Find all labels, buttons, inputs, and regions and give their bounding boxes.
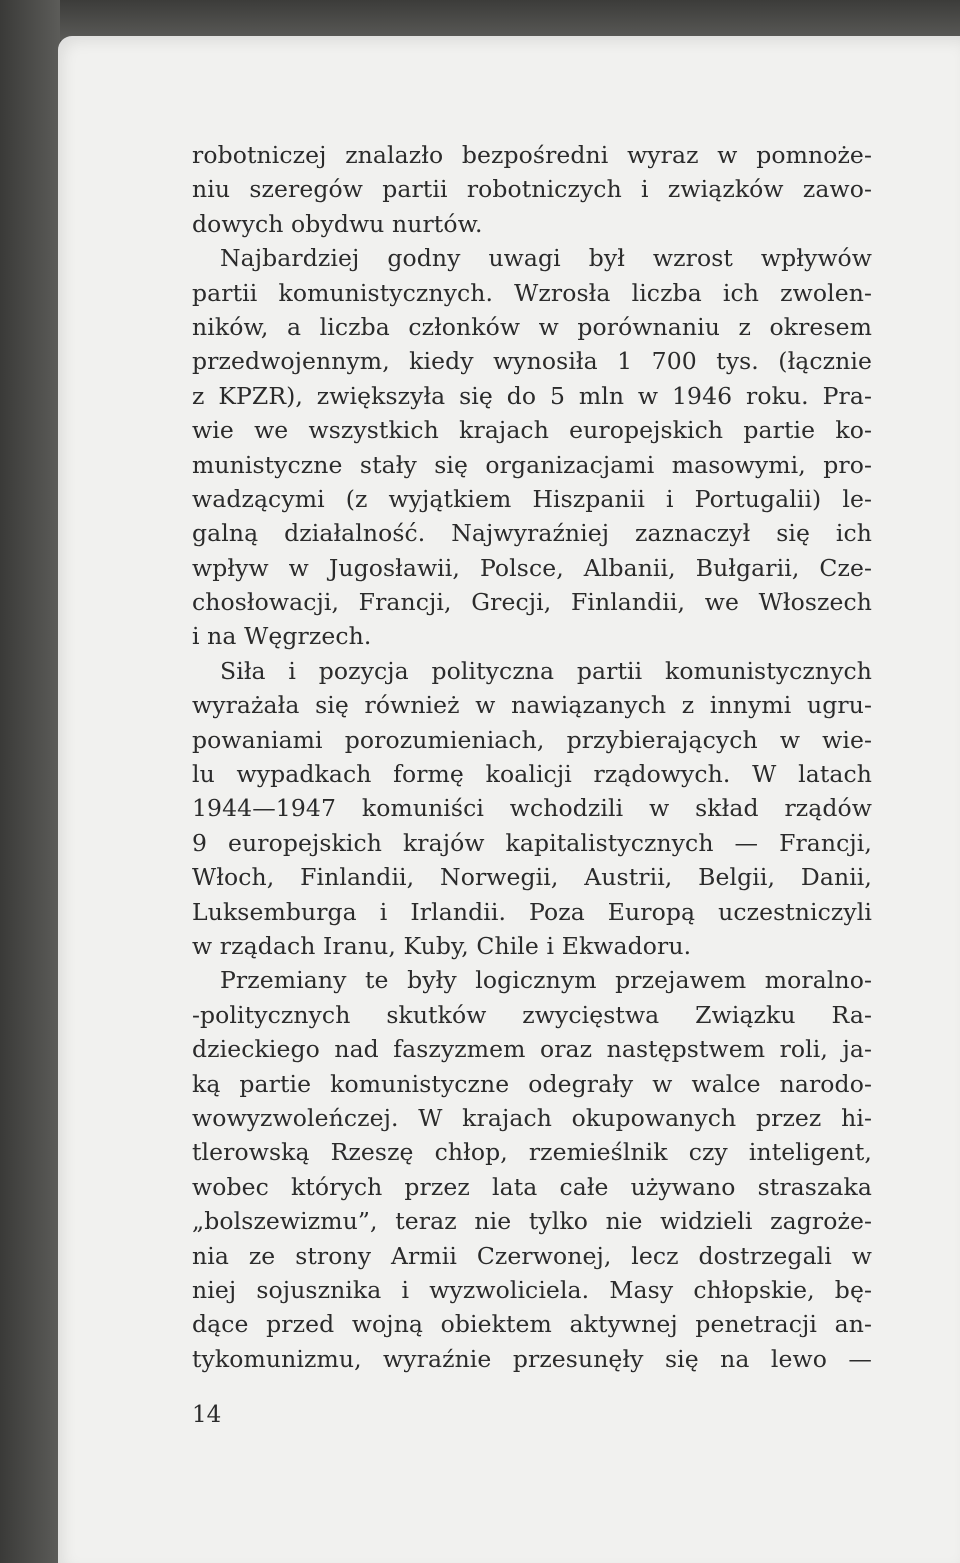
- text-line: w rządach Iranu, Kuby, Chile i Ekwadoru.: [192, 931, 692, 960]
- text-line: 1944—1947 komuniści wchodzili w skład rządów: [192, 794, 872, 823]
- text-line: munistyczne stały się organizacjami masowymi, pro-: [192, 450, 872, 479]
- text-line: Luksemburga i Irlandii. Poza Europą uczestniczyli: [192, 897, 872, 926]
- text-line: Włoch, Finlandii, Norwegii, Austrii, Belgii, Danii,: [192, 863, 872, 892]
- text-line: partii komunistycznych. Wzrosła liczba ich zwolen-: [192, 278, 872, 307]
- text-line: lu wypadkach formę koalicji rządowych. W latach: [192, 760, 872, 789]
- text-line: „bolszewizmu”, teraz nie tylko nie widzieli zagroże-: [192, 1207, 872, 1236]
- text-line: i na Węgrzech.: [192, 622, 372, 651]
- text-line: tlerowską Rzeszę chłop, rzemieślnik czy inteligent,: [192, 1138, 872, 1167]
- text-line: dące przed wojną obiektem aktywnej penetracji an-: [192, 1310, 872, 1339]
- text-line: chosłowacji, Francji, Grecji, Finlandii, we Włoszech: [192, 588, 872, 617]
- text-line: wowyzwoleńczej. W krajach okupowanych przez hi-: [192, 1103, 872, 1132]
- text-line: dzieckiego nad faszyzmem oraz następstwem roli, ja-: [192, 1035, 872, 1064]
- text-line: ników, a liczba członków w porównaniu z okresem: [192, 312, 872, 341]
- text-line: dowych obydwu nurtów.: [192, 209, 483, 238]
- text-line: -politycznych skutków zwycięstwa Związku Ra-: [192, 1000, 872, 1029]
- text-line: ką partie komunistyczne odegrały w walce narodo-: [192, 1069, 872, 1098]
- body-text: [192, 138, 872, 1376]
- scan-background-top: [0, 0, 960, 40]
- text-line: z KPZR), zwiększyła się do 5 mln w 1946 roku. Pra-: [192, 381, 872, 410]
- text-line: przedwojennym, kiedy wynosiła 1 700 tys. (łącznie: [192, 347, 872, 376]
- scan-background-left: [0, 0, 60, 1563]
- text-line: wadzącymi (z wyjątkiem Hiszpanii i Portugalii) le-: [192, 484, 872, 513]
- text-line: powaniami porozumieniach, przybierających w wie-: [192, 725, 872, 754]
- text-line: niej sojusznika i wyzwoliciela. Masy chłopskie, bę-: [192, 1275, 872, 1304]
- text-line: nia ze strony Armii Czerwonej, lecz dostrzegali w: [192, 1241, 872, 1270]
- paragraph-start-line: Siła i pozycja polityczna partii komunistycznych: [220, 656, 872, 685]
- text-line: wyrażała się również w nawiązanych z innymi ugru-: [192, 691, 872, 720]
- text-line: wobec których przez lata całe używano straszaka: [192, 1172, 872, 1201]
- text-line: wie we wszystkich krajach europejskich partie ko-: [192, 416, 872, 445]
- paragraph-start-line: Najbardziej godny uwagi był wzrost wpływów: [220, 244, 872, 273]
- page-number: 14: [192, 1402, 222, 1428]
- text-line: 9 europejskich krajów kapitalistycznych — Francji,: [192, 828, 872, 857]
- text-line: galną działalność. Najwyraźniej zaznaczył się ich: [192, 519, 872, 548]
- text-line: tykomunizmu, wyraźnie przesunęły się na lewo —: [192, 1344, 872, 1373]
- text-line: robotniczej znalazło bezpośredni wyraz w pomnoże-: [192, 141, 872, 169]
- paragraph-start-line: Przemiany te były logicznym przejawem moralno-: [220, 966, 872, 995]
- text-line: wpływ w Jugosławii, Polsce, Albanii, Bułgarii, Cze-: [192, 553, 872, 582]
- text-line: niu szeregów partii robotniczych i związków zawo-: [192, 175, 872, 204]
